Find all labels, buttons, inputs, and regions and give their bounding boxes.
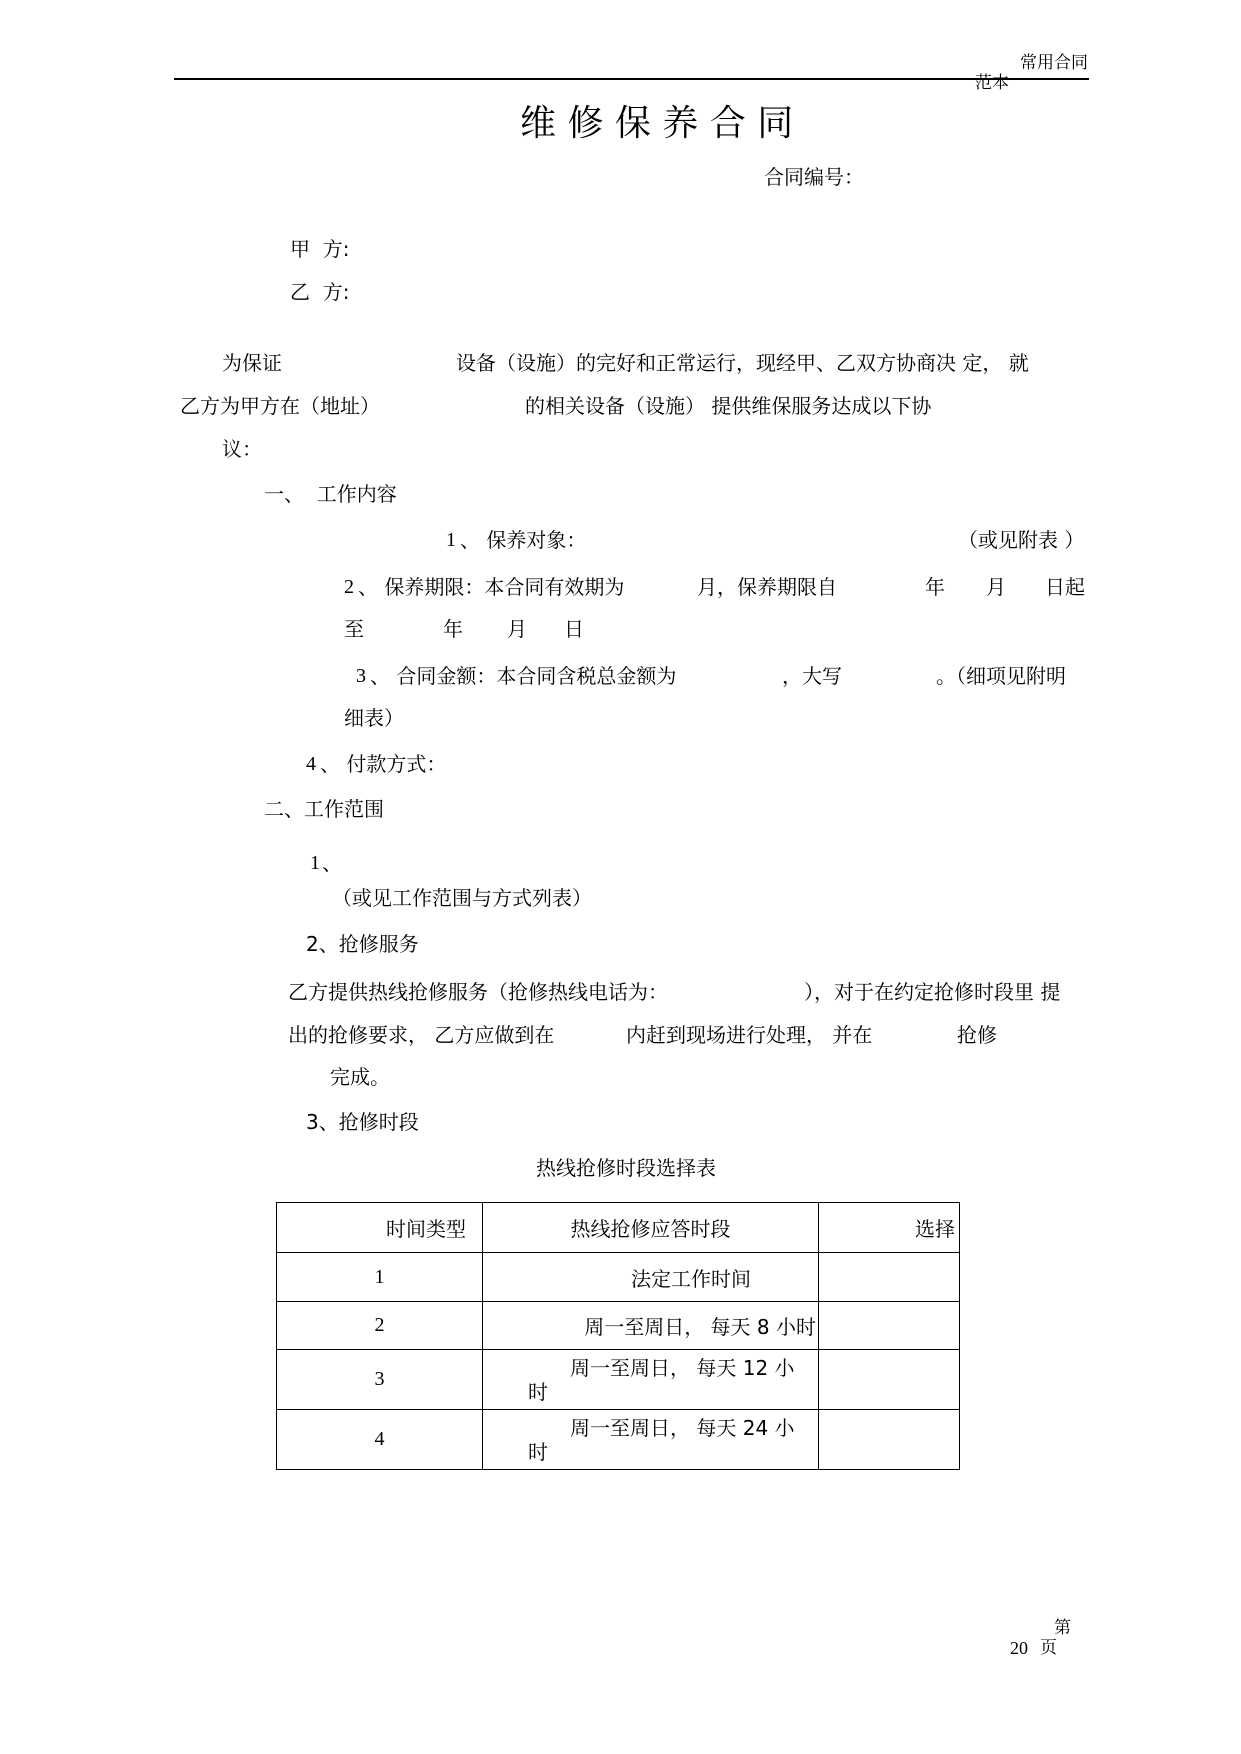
item2-label: 、 保养期限：本合同有效期为 [358, 575, 625, 599]
item1-number: 1 [446, 529, 456, 551]
scope-item1-note: （或见工作范围与方式列表） [332, 886, 592, 910]
item1-tail: （或见附表 ） [958, 528, 1085, 552]
row-slot [483, 1253, 819, 1302]
scope-item1-number: 1 [310, 852, 320, 874]
table-row [277, 1253, 960, 1302]
scope-item1-separator: 、 [322, 851, 342, 875]
intro-line1-a: 为保证 [222, 351, 282, 375]
table-caption: 热线抢修时段选择表 [536, 1156, 716, 1180]
intro-line2-a: 乙方为甲方在（地址） [180, 394, 380, 418]
row-slot-text: 周一至周日， 每天 12 小 [570, 1355, 795, 1380]
header-cell-slot: 热线抢修应答时段 [483, 1203, 819, 1253]
item3-tail: 。（细项见附明 [936, 664, 1066, 688]
item3-number: 3 [356, 665, 366, 687]
item2-end-year: 年 [443, 617, 463, 641]
repair-para-line1-a: 乙方提供热线抢修服务（抢修热线电话为： [288, 980, 668, 1004]
item2-month2: 月 [986, 575, 1006, 599]
row-select-cell[interactable] [819, 1253, 960, 1302]
item3-continued: 细表） [344, 706, 404, 730]
section2-heading: 二、工作范围 [264, 797, 384, 821]
header-label-2: 范本 [975, 73, 1009, 93]
item2-number: 2 [344, 576, 354, 598]
item4-number: 4 [306, 753, 316, 775]
intro-line3: 议： [222, 437, 262, 461]
table-row [277, 1302, 960, 1350]
section1-heading: 一、 工作内容 [264, 482, 397, 506]
row-slot-text: 法定工作时间 [631, 1266, 751, 1291]
row-type: 2 [277, 1302, 483, 1350]
item2-to: 至 [344, 617, 364, 641]
item3-upper: ，大写 [782, 664, 842, 688]
header-label: 常用合同 [1020, 53, 1088, 73]
row-slot [483, 1302, 819, 1350]
repair-hours-table [276, 1202, 960, 1470]
header-rule [174, 78, 1089, 80]
item2-end-month: 月 [507, 617, 527, 641]
row-type: 3 [277, 1350, 483, 1410]
item1-label: 、 保养对象： [460, 528, 587, 552]
row-slot [483, 1410, 819, 1470]
intro-line1-b: 设备（设施）的完好和正常运行，现经甲、乙双方协商决 定， 就 [456, 351, 1029, 375]
repair-hours-heading: 3、抢修时段 [306, 1110, 419, 1134]
row-slot-text: 周一至周日， 每天 8 小时 [584, 1315, 816, 1339]
table-row [277, 1350, 960, 1410]
repair-para-line2-a: 出的抢修要求， 乙方应做到在 [288, 1023, 555, 1047]
item2-end-day: 日 [564, 617, 584, 641]
page-title: 维 修 保 养 合 同 [520, 103, 794, 144]
repair-para-line2-b: 内赶到现场进行处理， 并在 [626, 1023, 873, 1047]
footer-ye: 页 [1040, 1638, 1057, 1658]
repair-para-line2-c: 抢修 [957, 1023, 997, 1047]
party-b: 乙 方: [290, 280, 350, 304]
row-slot-text-wrap: 时 [528, 1379, 548, 1404]
party-a: 甲 方: [290, 237, 350, 261]
repair-para-line1-b: ），对于在约定抢修时段里 提 [804, 980, 1061, 1004]
contract-number-label: 合同编号： [764, 165, 864, 189]
row-slot-text-wrap: 时 [528, 1439, 548, 1464]
table-header-row [277, 1203, 960, 1253]
footer-page-number: 20 [1010, 1638, 1028, 1658]
row-slot-text: 周一至周日， 每天 24 小 [570, 1415, 795, 1440]
item3-label: 、 合同金额：本合同含税总金额为 [370, 664, 677, 688]
header-cell-select: 选择 [819, 1203, 960, 1253]
table-row [277, 1410, 960, 1470]
row-type: 1 [277, 1253, 483, 1302]
item2-day-start: 日起 [1045, 575, 1085, 599]
row-select-cell[interactable] [819, 1410, 960, 1470]
footer-di: 第 [1054, 1618, 1071, 1638]
intro-line2-b: 的相关设备（设施） 提供维保服务达成以下协 [525, 394, 932, 418]
header-cell-type: 时间类型 [277, 1203, 483, 1253]
row-slot [483, 1350, 819, 1410]
item4-label: 、 付款方式： [320, 752, 447, 776]
item2-year: 年 [925, 575, 945, 599]
row-select-cell[interactable] [819, 1302, 960, 1350]
repair-service-heading: 2、抢修服务 [306, 932, 419, 956]
row-type: 4 [277, 1410, 483, 1470]
item2-month: 月，保养期限自 [697, 575, 837, 599]
row-select-cell[interactable] [819, 1350, 960, 1410]
repair-para-line3: 完成。 [330, 1065, 390, 1089]
